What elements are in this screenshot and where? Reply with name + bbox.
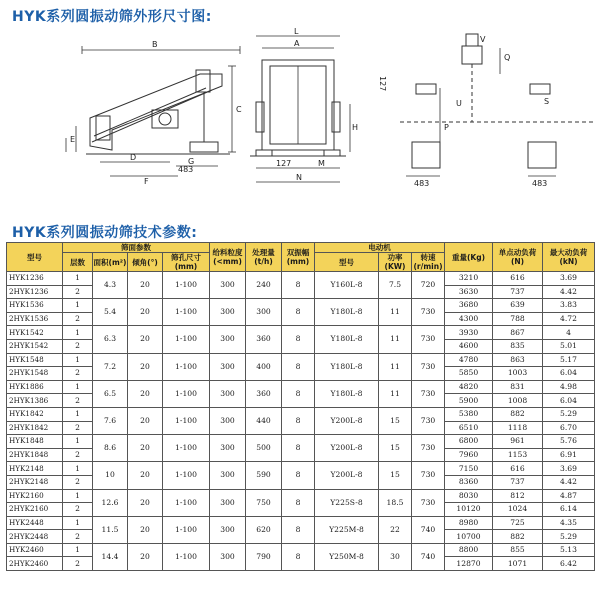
- layers-cell: 2: [63, 448, 93, 462]
- label-d: D: [130, 153, 137, 162]
- label-e: E: [70, 135, 76, 144]
- weight-cell: 4820: [445, 380, 493, 394]
- mesh-cell: 1-100: [163, 326, 210, 353]
- capacity-cell: 620: [246, 516, 282, 543]
- layers-cell: 2: [63, 367, 93, 381]
- parameter-rows: [7, 272, 595, 571]
- speed-cell: 730: [412, 435, 445, 462]
- parameter-table-title: HYK系列圆振动筛技术参数:: [12, 225, 198, 241]
- table-row: [7, 489, 595, 503]
- speed-cell: 740: [412, 516, 445, 543]
- power-cell: 15: [379, 462, 412, 489]
- angle-cell: 20: [128, 326, 163, 353]
- power-cell: 30: [379, 543, 412, 570]
- amplitude-cell: 8: [282, 326, 315, 353]
- max-load-cell: 4.72: [543, 312, 595, 326]
- weight-cell: 6800: [445, 435, 493, 449]
- area-cell: 7.6: [93, 407, 128, 434]
- model-cell: HYK1842: [7, 407, 63, 421]
- weight-cell: 8360: [445, 475, 493, 489]
- weight-cell: 5850: [445, 367, 493, 381]
- layers-cell: 2: [63, 312, 93, 326]
- weight-cell: 4300: [445, 312, 493, 326]
- feed-cell: 300: [210, 326, 246, 353]
- single-load-cell: 1118: [493, 421, 543, 435]
- header-power: 功率(KW): [379, 253, 412, 272]
- weight-cell: 7150: [445, 462, 493, 476]
- layers-cell: 2: [63, 339, 93, 353]
- label-g: G: [188, 157, 195, 166]
- weight-cell: 12870: [445, 557, 493, 571]
- angle-cell: 20: [128, 407, 163, 434]
- layers-cell: 1: [63, 435, 93, 449]
- table-row: [7, 326, 595, 340]
- capacity-cell: 440: [246, 407, 282, 434]
- model-cell: HYK2460: [7, 543, 63, 557]
- model-cell: HYK1848: [7, 435, 63, 449]
- single-load-cell: 867: [493, 326, 543, 340]
- model-cell: HYK1886: [7, 380, 63, 394]
- table-row: [7, 516, 595, 530]
- header-capacity: 处理量(t/h): [246, 243, 282, 272]
- layers-cell: 1: [63, 516, 93, 530]
- area-cell: 5.4: [93, 299, 128, 326]
- weight-cell: 10120: [445, 503, 493, 517]
- weight-cell: 8800: [445, 543, 493, 557]
- model-cell: 2HYK1236: [7, 285, 63, 299]
- motor-model-cell: Y200L-8: [315, 462, 379, 489]
- single-load-cell: 855: [493, 543, 543, 557]
- layers-cell: 1: [63, 462, 93, 476]
- mesh-cell: 1-100: [163, 272, 210, 299]
- weight-cell: 6510: [445, 421, 493, 435]
- layers-cell: 1: [63, 272, 93, 286]
- header-area: 面积(m²): [93, 253, 128, 272]
- label-n: N: [296, 173, 302, 182]
- max-load-cell: 6.14: [543, 503, 595, 517]
- motor-model-cell: Y225S-8: [315, 489, 379, 516]
- header-feed-size: 给料粒度(<mm): [210, 243, 246, 272]
- max-load-cell: 5.13: [543, 543, 595, 557]
- header-model: 型号: [7, 243, 63, 272]
- weight-cell: 5900: [445, 394, 493, 408]
- speed-cell: 730: [412, 299, 445, 326]
- area-cell: 12.6: [93, 489, 128, 516]
- feed-cell: 300: [210, 435, 246, 462]
- layers-cell: 2: [63, 530, 93, 544]
- label-f: F: [144, 177, 149, 186]
- motor-model-cell: Y200L-8: [315, 407, 379, 434]
- capacity-cell: 590: [246, 462, 282, 489]
- weight-cell: 4600: [445, 339, 493, 353]
- angle-cell: 20: [128, 435, 163, 462]
- table-row: [7, 299, 595, 313]
- max-load-cell: 3.69: [543, 272, 595, 286]
- max-load-cell: 6.42: [543, 557, 595, 571]
- header-layers: 层数: [63, 253, 93, 272]
- motor-model-cell: Y180L-8: [315, 299, 379, 326]
- angle-cell: 20: [128, 516, 163, 543]
- layers-cell: 2: [63, 394, 93, 408]
- capacity-cell: 400: [246, 353, 282, 380]
- table-row: [7, 272, 595, 286]
- max-load-cell: 6.04: [543, 367, 595, 381]
- mesh-cell: 1-100: [163, 380, 210, 407]
- model-cell: 2HYK1536: [7, 312, 63, 326]
- table-row: [7, 435, 595, 449]
- speed-cell: 730: [412, 489, 445, 516]
- label-a: A: [294, 39, 300, 48]
- single-load-cell: 616: [493, 462, 543, 476]
- speed-cell: 730: [412, 326, 445, 353]
- table-row: [7, 407, 595, 421]
- single-load-cell: 737: [493, 475, 543, 489]
- area-cell: 10: [93, 462, 128, 489]
- area-cell: 6.5: [93, 380, 128, 407]
- model-cell: HYK1542: [7, 326, 63, 340]
- power-cell: 15: [379, 435, 412, 462]
- motor-model-cell: Y225M-8: [315, 516, 379, 543]
- capacity-cell: 300: [246, 299, 282, 326]
- weight-cell: 3630: [445, 285, 493, 299]
- capacity-cell: 750: [246, 489, 282, 516]
- amplitude-cell: 8: [282, 516, 315, 543]
- table-row: [7, 543, 595, 557]
- layers-cell: 2: [63, 421, 93, 435]
- single-load-cell: 1153: [493, 448, 543, 462]
- max-load-cell: 4.87: [543, 489, 595, 503]
- angle-cell: 20: [128, 489, 163, 516]
- single-load-cell: 616: [493, 272, 543, 286]
- header-screen-params: 筛面参数: [63, 243, 210, 253]
- power-cell: 18.5: [379, 489, 412, 516]
- table-row: [7, 380, 595, 394]
- single-load-cell: 882: [493, 530, 543, 544]
- capacity-cell: 360: [246, 380, 282, 407]
- max-load-cell: 4.42: [543, 475, 595, 489]
- table-row: [7, 353, 595, 367]
- weight-cell: 8980: [445, 516, 493, 530]
- feed-cell: 300: [210, 353, 246, 380]
- mesh-cell: 1-100: [163, 543, 210, 570]
- weight-cell: 5380: [445, 407, 493, 421]
- model-cell: 2HYK2160: [7, 503, 63, 517]
- area-cell: 7.2: [93, 353, 128, 380]
- max-load-cell: 6.04: [543, 394, 595, 408]
- max-load-cell: 4: [543, 326, 595, 340]
- header-motor-model: 型号: [315, 253, 379, 272]
- mesh-cell: 1-100: [163, 516, 210, 543]
- label-483-a: 483: [178, 165, 194, 174]
- amplitude-cell: 8: [282, 272, 315, 299]
- amplitude-cell: 8: [282, 489, 315, 516]
- layers-cell: 2: [63, 503, 93, 517]
- feed-cell: 300: [210, 299, 246, 326]
- model-cell: HYK2160: [7, 489, 63, 503]
- model-cell: 2HYK1386: [7, 394, 63, 408]
- model-cell: 2HYK2148: [7, 475, 63, 489]
- single-load-cell: 737: [493, 285, 543, 299]
- motor-model-cell: Y180L-8: [315, 380, 379, 407]
- max-load-cell: 5.76: [543, 435, 595, 449]
- mesh-cell: 1-100: [163, 489, 210, 516]
- label-v: V: [480, 35, 486, 44]
- max-load-cell: 4.98: [543, 380, 595, 394]
- max-load-cell: 3.83: [543, 299, 595, 313]
- layers-cell: 2: [63, 475, 93, 489]
- layers-cell: 1: [63, 380, 93, 394]
- header-weight: 重量(Kg): [445, 243, 493, 272]
- max-load-cell: 5.01: [543, 339, 595, 353]
- mesh-cell: 1-100: [163, 407, 210, 434]
- amplitude-cell: 8: [282, 353, 315, 380]
- header-speed: 转速(r/min): [413, 253, 443, 271]
- layers-cell: 1: [63, 326, 93, 340]
- angle-cell: 20: [128, 462, 163, 489]
- angle-cell: 20: [128, 543, 163, 570]
- dimension-drawing-title: HYK系列圆振动筛外形尺寸图:: [12, 9, 212, 25]
- power-cell: 11: [379, 353, 412, 380]
- angle-cell: 20: [128, 272, 163, 299]
- feed-cell: 300: [210, 380, 246, 407]
- amplitude-cell: 8: [282, 543, 315, 570]
- single-load-cell: 788: [493, 312, 543, 326]
- motor-model-cell: Y180L-8: [315, 326, 379, 353]
- header-max-load: 最大动负荷(kN): [543, 243, 595, 272]
- area-cell: 6.3: [93, 326, 128, 353]
- label-c: C: [236, 105, 242, 114]
- max-load-cell: 5.29: [543, 407, 595, 421]
- single-load-cell: 725: [493, 516, 543, 530]
- power-cell: 11: [379, 299, 412, 326]
- table-row: [7, 462, 595, 476]
- model-cell: 2HYK1842: [7, 421, 63, 435]
- area-cell: 8.6: [93, 435, 128, 462]
- single-load-cell: 1008: [493, 394, 543, 408]
- weight-cell: 3210: [445, 272, 493, 286]
- parameter-table: [6, 242, 595, 571]
- layers-cell: 1: [63, 299, 93, 313]
- angle-cell: 20: [128, 353, 163, 380]
- label-h: H: [352, 123, 359, 132]
- model-cell: HYK2448: [7, 516, 63, 530]
- layers-cell: 1: [63, 353, 93, 367]
- feed-cell: 300: [210, 272, 246, 299]
- model-cell: 2HYK2448: [7, 530, 63, 544]
- model-cell: HYK1236: [7, 272, 63, 286]
- power-cell: 22: [379, 516, 412, 543]
- capacity-cell: 500: [246, 435, 282, 462]
- speed-cell: 730: [412, 407, 445, 434]
- speed-cell: 720: [412, 272, 445, 299]
- weight-cell: 7960: [445, 448, 493, 462]
- layers-cell: 1: [63, 407, 93, 421]
- front-view: [250, 36, 350, 182]
- single-load-cell: 831: [493, 380, 543, 394]
- label-u: U: [456, 99, 462, 108]
- area-cell: 14.4: [93, 543, 128, 570]
- max-load-cell: 4.42: [543, 285, 595, 299]
- weight-cell: 10700: [445, 530, 493, 544]
- dimension-drawing: [0, 26, 600, 220]
- feed-cell: 300: [210, 462, 246, 489]
- feed-cell: 300: [210, 543, 246, 570]
- label-b: B: [152, 40, 158, 49]
- motor-model-cell: Y180L-8: [315, 353, 379, 380]
- capacity-cell: 360: [246, 326, 282, 353]
- header-motor: 电动机: [315, 243, 445, 253]
- model-cell: HYK2148: [7, 462, 63, 476]
- max-load-cell: 4.35: [543, 516, 595, 530]
- single-load-cell: 639: [493, 299, 543, 313]
- model-cell: HYK1536: [7, 299, 63, 313]
- angle-cell: 20: [128, 380, 163, 407]
- layers-cell: 2: [63, 557, 93, 571]
- speed-cell: 730: [412, 380, 445, 407]
- weight-cell: 3680: [445, 299, 493, 313]
- feed-cell: 300: [210, 489, 246, 516]
- header-single-load: 单点动负荷(N): [493, 243, 543, 272]
- label-127-a: 127: [276, 159, 292, 168]
- label-483-b: 483: [414, 179, 430, 188]
- model-cell: 2HYK1548: [7, 367, 63, 381]
- speed-cell: 730: [412, 462, 445, 489]
- model-cell: HYK1548: [7, 353, 63, 367]
- label-q: Q: [504, 53, 511, 62]
- single-load-cell: 863: [493, 353, 543, 367]
- speed-cell: 730: [412, 353, 445, 380]
- feed-cell: 300: [210, 407, 246, 434]
- capacity-cell: 240: [246, 272, 282, 299]
- header-amplitude: 双振幅(mm): [282, 243, 315, 272]
- layers-cell: 1: [63, 489, 93, 503]
- speed-cell: 740: [412, 543, 445, 570]
- area-cell: 4.3: [93, 272, 128, 299]
- single-load-cell: 1003: [493, 367, 543, 381]
- motor-model-cell: Y250M-8: [315, 543, 379, 570]
- max-load-cell: 6.91: [543, 448, 595, 462]
- single-load-cell: 882: [493, 407, 543, 421]
- side-view: [66, 46, 240, 176]
- amplitude-cell: 8: [282, 407, 315, 434]
- layers-cell: 1: [63, 543, 93, 557]
- amplitude-cell: 8: [282, 462, 315, 489]
- single-load-cell: 961: [493, 435, 543, 449]
- header-mesh: 筛孔尺寸(mm): [163, 253, 210, 272]
- label-127-b: 127: [378, 76, 387, 92]
- label-s: S: [544, 97, 550, 106]
- motor-model-cell: Y200L-8: [315, 435, 379, 462]
- weight-cell: 8030: [445, 489, 493, 503]
- single-load-cell: 1024: [493, 503, 543, 517]
- plan-view: [400, 34, 596, 176]
- model-cell: 2HYK1848: [7, 448, 63, 462]
- motor-model-cell: Y160L-8: [315, 272, 379, 299]
- power-cell: 7.5: [379, 272, 412, 299]
- mesh-cell: 1-100: [163, 462, 210, 489]
- mesh-cell: 1-100: [163, 299, 210, 326]
- area-cell: 11.5: [93, 516, 128, 543]
- single-load-cell: 1071: [493, 557, 543, 571]
- mesh-cell: 1-100: [163, 435, 210, 462]
- model-cell: 2HYK1542: [7, 339, 63, 353]
- max-load-cell: 5.29: [543, 530, 595, 544]
- mesh-cell: 1-100: [163, 353, 210, 380]
- single-load-cell: 835: [493, 339, 543, 353]
- capacity-cell: 790: [246, 543, 282, 570]
- layers-cell: 2: [63, 285, 93, 299]
- angle-cell: 20: [128, 299, 163, 326]
- label-483-c: 483: [532, 179, 548, 188]
- weight-cell: 3930: [445, 326, 493, 340]
- max-load-cell: 6.70: [543, 421, 595, 435]
- amplitude-cell: 8: [282, 380, 315, 407]
- power-cell: 11: [379, 380, 412, 407]
- header-angle: 倾角(°): [128, 253, 163, 272]
- label-p: P: [444, 123, 449, 132]
- label-m: M: [318, 159, 325, 168]
- max-load-cell: 5.17: [543, 353, 595, 367]
- weight-cell: 4780: [445, 353, 493, 367]
- feed-cell: 300: [210, 516, 246, 543]
- amplitude-cell: 8: [282, 299, 315, 326]
- model-cell: 2HYK2460: [7, 557, 63, 571]
- label-l: L: [294, 27, 299, 36]
- amplitude-cell: 8: [282, 435, 315, 462]
- single-load-cell: 812: [493, 489, 543, 503]
- power-cell: 15: [379, 407, 412, 434]
- power-cell: 11: [379, 326, 412, 353]
- max-load-cell: 3.69: [543, 462, 595, 476]
